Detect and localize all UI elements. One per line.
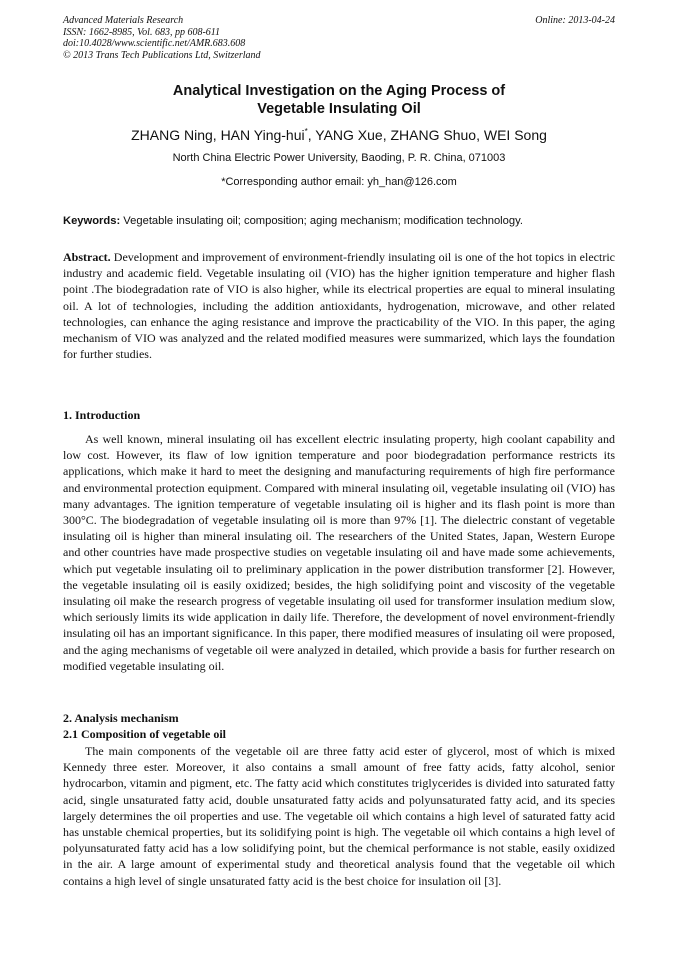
keywords-text: Vegetable insulating oil; composition; aging mechanism; modification technology. bbox=[120, 215, 523, 227]
copyright-line: © 2013 Trans Tech Publications Ltd, Switzerland bbox=[63, 49, 261, 61]
authors-rest: , YANG Xue, ZHANG Shuo, WEI Song bbox=[307, 127, 547, 143]
authors-first: ZHANG Ning, HAN Ying-hui bbox=[131, 127, 305, 143]
introduction-body bbox=[63, 431, 615, 674]
corresponding-marker: * bbox=[304, 127, 308, 136]
composition-body bbox=[63, 743, 615, 889]
analysis-mechanism-heading: 2. Analysis mechanism bbox=[63, 711, 179, 725]
composition-paragraph: The main components of the vegetable oil are three fatty acid ester of glycerol, most of which is mixed Kennedy three ester. Moreover, it also contains a small amount of free fatty acids, fatty alcohol, senior hydrocarbon, vitamin and pigment, etc. The fatty acid which constitutes triglycerides is divided into saturated fatty acid, single unsaturated fatty acid, double unsaturated fatty acids and polyunsaturated fatty acid, and its species largely determines the oil properties and use. The vegetable oil which contains a high level of saturated fatty acid has unstable chemical properties, but its solidifying point is high. The vegetable oil which contains a high level of polyunsaturated fatty acid has a low solidifying point, but the chemical performance is not stable, easily oxidized in the air. A large amount of experimental study and theoretical analysis found that the vegetable oil which contains a high level of single unsaturated fatty acid is the best choice for insulation oil [3]. bbox=[63, 744, 615, 888]
abstract-label: Abstract. bbox=[63, 250, 111, 264]
title-line-1: Analytical Investigation on the Aging Process of bbox=[172, 83, 506, 99]
journal-name: Advanced Materials Research bbox=[63, 15, 184, 26]
composition-heading: 2.1 Composition of vegetable oil bbox=[63, 727, 226, 741]
paper-title bbox=[63, 82, 615, 118]
title-line-2: Vegetable Insulating Oil bbox=[257, 101, 421, 117]
keywords bbox=[63, 214, 615, 228]
abstract-text: Development and improvement of environment-friendly insulating oil is one of the hot topics in electric industry and academic field. Vegetable insulating oil (VIO) has the higher ignition temperature and higher flash point .The biodegradation rate of VIO is also higher, while its electrical properties are equal to mineral insulating oil. A lot of technologies, including the addition antioxidants, hydrogenation, microwave, and other related technologies, can enhance the aging resistance and improve the practicability of the VIO. In this paper, the aging mechanism of VIO was analyzed and the related modified measures were summarized, which lays the foundation for further studies. bbox=[63, 250, 615, 362]
author-list bbox=[63, 123, 615, 144]
introduction-paragraph: As well known, mineral insulating oil has excellent electric insulating property, high coolant capability and low cost. However, its flaw of low ignition temperature and poor biodegradation performance restricts its applications, which make it hard to meet the designing and manufacturing requirements of high fire performance and environmental protection equipment. Compared with mineral insulating oil, vegetable insulating oil (VIO) has many advantages. The ignition temperature of vegetable insulating oil is higher and its flash point is more than 300°C. The biodegradation of vegetable insulating oil is more than 97% [1]. The dielectric constant of vegetable insulating oil is higher than mineral insulating oil. The researchers of the United States, Japan, Western Europe and other countries have made prospective studies on vegetable insulating oil and have made some achievements, which put vegetable insulating oil to preliminary application in the power distribution transformer [2]. However, the vegetable insulating oil is easily oxidized; besides, the high solidifying point and viscosity of the vegetable insulating oil make the research progress of vegetable insulating oil used for transformer insulation medium slow, which seriously limits its wide application in daily life. Therefore, the development of novel environment-friendly insulating oil has an important significance. In this paper, there modified measures of insulating oil were proposed, and the aging mechanisms of vegetable oil were analyzed in detailed, which provide a basis for further research on modified vegetable insulating oil. bbox=[63, 432, 615, 673]
affiliation: North China Electric Power University, Baoding, P. R. China, 071003 bbox=[172, 152, 506, 164]
journal-header bbox=[63, 15, 261, 61]
introduction-heading: 1. Introduction bbox=[63, 408, 141, 422]
keywords-label: Keywords: bbox=[63, 215, 121, 227]
online-date: Online: 2013-04-24 bbox=[535, 15, 615, 26]
corresponding-email: *Corresponding author email: yh_han@126.com bbox=[221, 176, 457, 188]
issn-line: ISSN: 1662-8985, Vol. 683, pp 608-611 bbox=[63, 26, 221, 38]
doi-line: doi:10.4028/www.scientific.net/AMR.683.608 bbox=[63, 38, 246, 49]
abstract bbox=[63, 249, 615, 362]
